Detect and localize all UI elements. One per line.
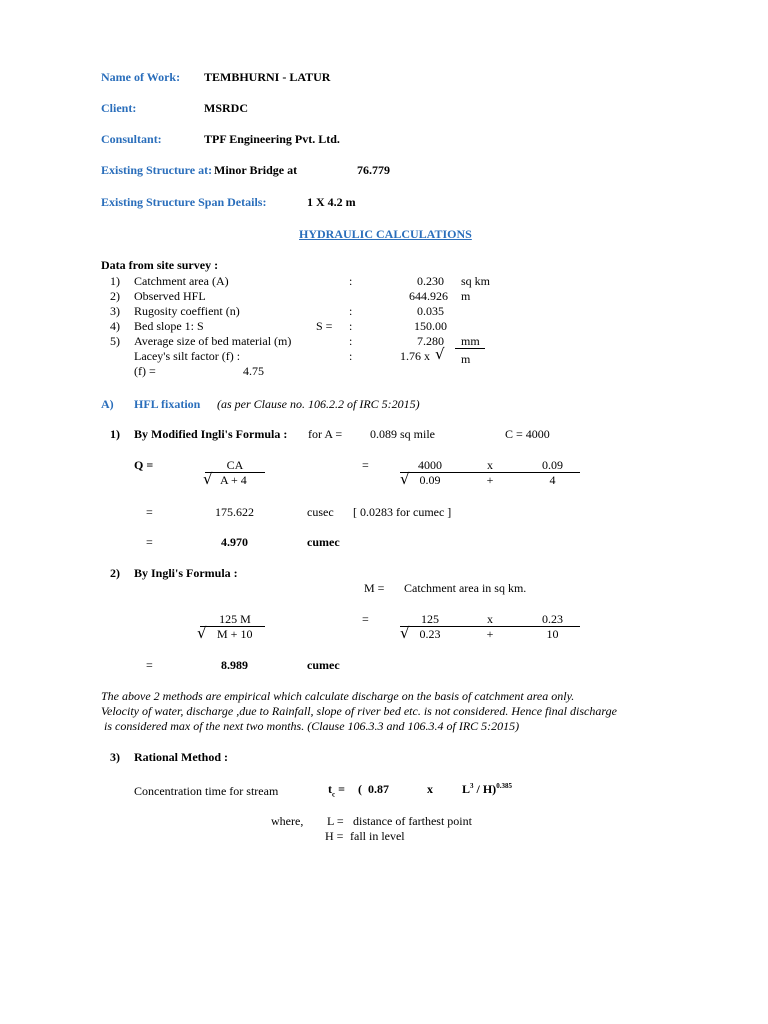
survey-row-num: 4) [110, 319, 120, 333]
c-value: C = 4000 [505, 427, 550, 441]
f-value: 4.75 [243, 364, 264, 378]
survey-row-colon: : [349, 274, 353, 288]
survey-row-value: 1.76 x [400, 349, 430, 363]
survey-row-value: 150.00 [414, 319, 447, 333]
tc-paren: ( [358, 782, 362, 796]
m-label: M = [364, 581, 385, 595]
operator-top: x [487, 612, 493, 626]
page-title: HYDRAULIC CALCULATIONS [299, 227, 472, 241]
method2-title: By Ingli's Formula : [134, 566, 238, 580]
denominator-value-2: 10 [546, 627, 559, 641]
tc-formula: $t_c$ = [328, 782, 345, 799]
name-of-work-value: TEMBHURNI - LATUR [204, 70, 331, 84]
survey-row-value: 0.230 [417, 274, 444, 288]
survey-row-label: Average size of bed material (m) [134, 334, 292, 348]
survey-row-num: 5) [110, 334, 120, 348]
survey-row-unit: sq km [461, 274, 491, 288]
tc-coefficient: 0.87 [368, 782, 389, 796]
numerator-value-2: 0.23 [542, 612, 563, 626]
note-paragraph-line: The above 2 methods are empirical which calculate discharge on the basis of catchment area only. [101, 689, 575, 703]
result-cusec-unit: cusec [307, 505, 334, 519]
q-label: Q = [134, 458, 154, 472]
survey-row-value: 644.926 [409, 289, 448, 303]
method3-title: Rational Method : [134, 750, 228, 764]
survey-row-num: 2) [110, 289, 120, 303]
denominator-value: 0.09 [419, 473, 441, 487]
section-a-title: HFL fixation [134, 397, 201, 411]
fraction-line [455, 348, 485, 349]
note-paragraph-line: Velocity of water, discharge ,due to Rainfall, slope of river bed etc. is not considered. Hence final discharge [101, 704, 617, 718]
section-a-note: (as per Clause no. 106.2.2 of IRC 5:2015) [217, 397, 420, 411]
result-cumec-value: 4.970 [221, 535, 248, 549]
consultant-value: TPF Engineering Pvt. Ltd. [204, 132, 340, 146]
survey-row-value: 7.280 [417, 334, 444, 348]
numerator-value: 125 [421, 612, 439, 626]
conversion-note: [ 0.0283 for cumec ] [353, 505, 452, 519]
equals-sign: = [362, 458, 369, 472]
method1-title: By Modified Ingli's Formula : [134, 427, 288, 441]
equals-sign: = [362, 612, 369, 626]
client-value: MSRDC [204, 101, 248, 115]
sqrt-icon: √ [197, 624, 207, 642]
survey-row-colon: : [349, 319, 353, 333]
existing-structure-chainage: 76.779 [357, 163, 390, 177]
section-a-letter: A) [101, 397, 114, 411]
survey-row-num: 1) [110, 274, 120, 288]
survey-row-sym: S = [316, 319, 333, 333]
result-cumec-value: 8.989 [221, 658, 248, 672]
method2-num: 2) [110, 566, 120, 580]
result-cumec-unit: cumec [307, 535, 340, 549]
span-details-label: Existing Structure Span Details: [101, 195, 267, 209]
survey-row-label: Bed slope 1: S [134, 319, 204, 333]
survey-row-unit: m [461, 352, 471, 366]
note-paragraph-line: is considered max of the next two months. (Clause 106.3.3 and 106.3.4 of IRC 5:2015) [101, 719, 520, 733]
survey-row-label: Observed HFL [134, 289, 206, 303]
sqrt-icon: √ [435, 345, 445, 363]
method1-num: 1) [110, 427, 120, 441]
survey-heading: Data from site survey : [101, 258, 219, 272]
survey-row-num: 3) [110, 304, 120, 318]
m-description: Catchment area in sq km. [404, 581, 527, 595]
formula-numerator: 125 M [219, 612, 251, 626]
span-details-value: 1 X 4.2 m [307, 195, 356, 209]
for-a-label: for A = [308, 427, 343, 441]
concentration-label: Concentration time for stream [134, 784, 279, 798]
survey-row-label: Rugosity coeffient (n) [134, 304, 240, 318]
survey-row-colon: : [349, 334, 353, 348]
tc-multiply: x [427, 782, 433, 796]
operator-bottom: + [486, 627, 494, 641]
tc-length-term: $L^3 / H)^{0.385}$ [462, 782, 512, 796]
survey-row-colon: : [349, 304, 353, 318]
formula-denominator: M + 10 [217, 627, 253, 641]
l-definition: distance of farthest point [353, 814, 472, 828]
sqrt-icon: √ [203, 470, 213, 488]
survey-row-label: Lacey's silt factor (f) : [134, 349, 241, 363]
equals-sign: = [146, 658, 153, 672]
survey-row-colon: : [349, 349, 353, 363]
sqrt-icon: √ [400, 624, 410, 642]
result-cumec-unit: cumec [307, 658, 340, 672]
equals-sign: = [146, 505, 153, 519]
existing-structure-label: Existing Structure at: [101, 163, 213, 177]
h-definition: fall in level [350, 829, 405, 843]
result-cusec-value: 175.622 [215, 505, 254, 519]
consultant-label: Consultant: [101, 132, 162, 146]
f-label: (f) = [134, 364, 156, 378]
existing-structure-value: Minor Bridge at [214, 163, 298, 177]
numerator-value: 4000 [418, 458, 442, 472]
client-label: Client: [101, 101, 137, 115]
denominator-value: 0.23 [419, 627, 441, 641]
operator-top: x [487, 458, 493, 472]
method3-num: 3) [110, 750, 120, 764]
l-definition-symbol: L = [327, 814, 344, 828]
equals-sign: = [146, 535, 153, 549]
survey-row-label: Catchment area (A) [134, 274, 229, 288]
operator-bottom: + [486, 473, 494, 487]
sqrt-icon: √ [400, 470, 410, 488]
where-label: where, [271, 814, 304, 828]
denominator-value-2: 4 [549, 473, 556, 487]
survey-row-unit: m [461, 289, 471, 303]
formula-numerator: CA [226, 458, 244, 472]
numerator-value-2: 0.09 [542, 458, 563, 472]
for-a-value: 0.089 sq mile [370, 427, 435, 441]
survey-row-value: 0.035 [417, 304, 444, 318]
h-definition-symbol: H = [325, 829, 344, 843]
survey-row-unit: mm [461, 334, 480, 348]
name-of-work-label: Name of Work: [101, 70, 181, 84]
formula-denominator: A + 4 [220, 473, 247, 487]
